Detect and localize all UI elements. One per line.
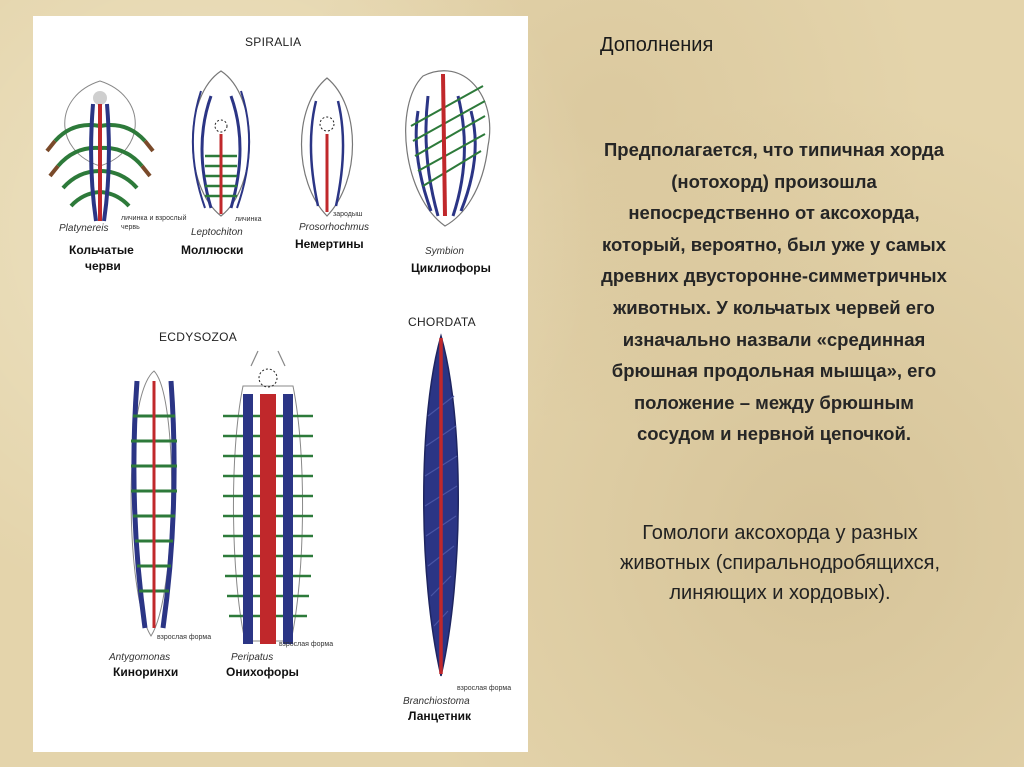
stage-label-leptochiton: личинка — [235, 216, 262, 223]
group-name-annelids-1: Кольчатые — [69, 243, 134, 257]
figure-panel — [33, 16, 528, 752]
group-name-kinorhynchs: Киноринхи — [113, 665, 179, 679]
main-line: (нотохорд) произошла — [671, 170, 877, 192]
latin-name-antygomonas: Antygomonas — [109, 652, 171, 663]
main-paragraph — [548, 134, 1000, 450]
stage-label-platynereis-2: червь — [121, 224, 140, 231]
homolog-line: Гомологи аксохорда у разных — [642, 522, 918, 544]
group-name-molluscs: Моллюски — [181, 243, 244, 257]
main-line: непосредственно от аксохорда, — [628, 202, 920, 224]
stage-label-branchiostoma: взрослая форма — [457, 685, 512, 692]
main-line: положение – между брюшным — [634, 391, 914, 413]
latin-name-leptochiton: Leptochiton — [191, 227, 243, 238]
main-line: брюшная продольная мышца», его — [611, 360, 937, 382]
symbion-diagram — [406, 71, 490, 226]
group-label-spiralia: SPIRALIA — [245, 35, 302, 49]
stage-label-platynereis-1: личинка и взрослый — [121, 215, 187, 222]
group-name-onychophorans: Онихофоры — [226, 665, 299, 679]
homolog-line: животных (спиральнодробящихся, — [619, 552, 941, 574]
main-line: сосудом и нервной цепочкой. — [637, 423, 911, 445]
latin-name-platynereis: Platynereis — [59, 223, 109, 234]
latin-name-peripatus: Peripatus — [231, 652, 274, 663]
main-line: который, вероятно, был уже у самых — [601, 233, 947, 255]
group-label-ecdysozoa: ECDYSOZOA — [159, 330, 238, 344]
main-line: Предполагается, что типичная хорда — [603, 139, 945, 160]
branchiostoma-diagram — [424, 336, 459, 676]
peripatus-diagram — [223, 351, 313, 644]
axochord-homologs-figure — [33, 16, 528, 752]
group-name-annelids-2: черви — [85, 259, 121, 273]
group-label-chordata: CHORDATA — [408, 315, 476, 329]
main-line: животных. У кольчатых червей его — [613, 296, 935, 318]
stage-label-peripatus: взрослая форма — [279, 641, 334, 648]
homolog-line: линяющих и хордовых). — [669, 582, 891, 604]
group-name-nemerteans: Немертины — [295, 237, 364, 251]
group-name-lancelet: Ланцетник — [408, 709, 472, 723]
main-line: древних двусторонне-симметричных — [601, 265, 947, 287]
homolog-paragraph — [555, 518, 1005, 608]
group-name-cycliophorans: Циклиофоры — [411, 261, 491, 275]
antygomonas-diagram — [131, 371, 177, 636]
stage-label-prosorhochmus: зародыш — [333, 211, 363, 218]
latin-name-branchiostoma: Branchiostoma — [403, 696, 470, 707]
slide-title: Дополнения — [600, 34, 714, 56]
latin-name-prosorhochmus: Prosorhochmus — [299, 222, 370, 233]
latin-name-symbion: Symbion — [425, 246, 464, 257]
platynereis-diagram — [47, 81, 153, 221]
prosorhochmus-diagram — [302, 78, 353, 216]
main-line: изначально назвали «срединная — [622, 328, 926, 350]
leptochiton-diagram — [193, 71, 250, 216]
stage-label-antygomonas: взрослая форма — [157, 634, 212, 641]
